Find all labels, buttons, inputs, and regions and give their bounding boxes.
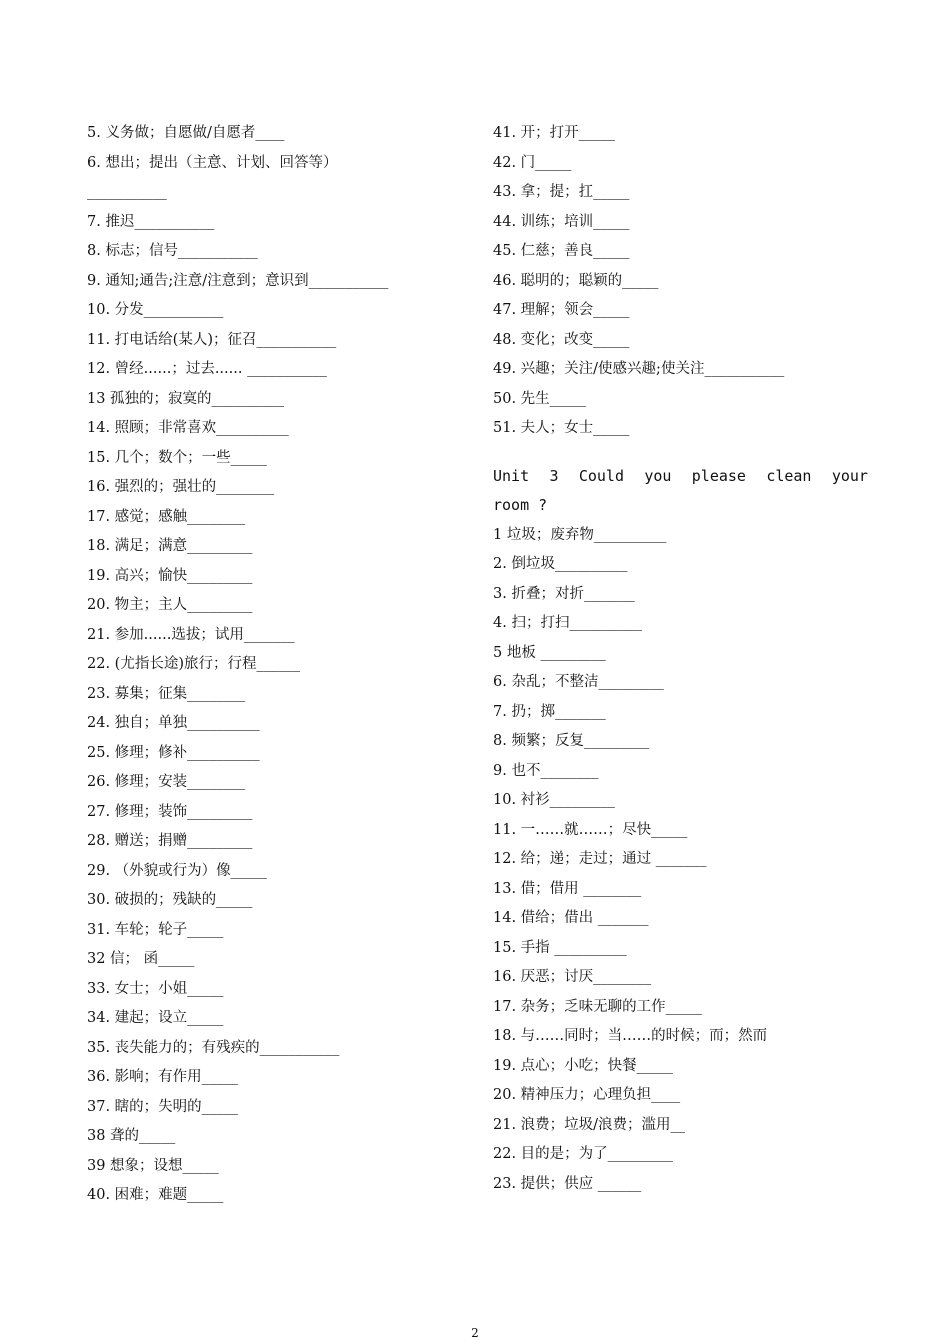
unit-heading-word: clean: [766, 466, 812, 485]
vocab-item: 21. 参加......选拔；试用_______: [87, 626, 295, 643]
vocab-item: 44. 训练；培训_____: [493, 213, 630, 230]
right-column-bottom-list: [493, 521, 868, 1200]
vocab-item: 11. 一……就……；尽快_____: [493, 821, 688, 838]
vocab-item: 43. 拿；提；扛_____: [493, 184, 630, 200]
unit-heading-word: please: [691, 466, 746, 485]
vocab-item: 45. 仁慈；善良_____: [493, 243, 630, 259]
vocab-item: 24. 独自；单独__________: [87, 715, 260, 731]
vocab-item: 42. 门_____: [493, 154, 572, 171]
vocab-item: 20. 物主；主人_________: [87, 597, 253, 613]
vocab-item: 4. 扫；打扫__________: [493, 615, 642, 631]
vocab-item: 13 孤独的；寂寞的__________: [87, 390, 285, 407]
vocab-item: 36. 影响；有作用_____: [87, 1069, 238, 1085]
vocab-item: 22. 目的是；为了_________: [493, 1146, 673, 1162]
vocab-item: 19. 高兴；愉快_________: [87, 567, 253, 584]
vocab-item: 30. 破损的；残缺的_____: [87, 892, 253, 908]
vocab-item: 29. （外貌或行为）像_____: [87, 862, 267, 879]
vocab-item: 21. 浪费；垃圾/浪费；滥用__: [493, 1116, 686, 1133]
vocab-item: 40. 困难；难题_____: [87, 1187, 224, 1203]
vocab-item: 28. 赠送；捐赠_________: [87, 833, 253, 849]
vocab-item: 8. 标志；信号___________: [87, 243, 258, 259]
vocab-item: 10. 衬衫_________: [493, 792, 615, 808]
vocab-item: 18. 满足；满意_________: [87, 538, 253, 554]
vocab-item: 20. 精神压力；心理负担____: [493, 1087, 681, 1103]
vocab-item: 17. 杂务；乏味无聊的工作_____: [493, 998, 702, 1015]
vocab-item: 16. 强烈的；强壮的________: [87, 479, 275, 495]
vocab-item: 23. 募集；征集________: [87, 685, 246, 702]
vocab-item: 51. 夫人；女士_____: [493, 420, 630, 436]
unit-heading-word: 3: [549, 466, 559, 485]
vocab-item: 33. 女士；小姐_____: [87, 980, 224, 997]
unit-heading-word: Unit: [493, 466, 530, 485]
vocab-item: 9. 也不________: [493, 762, 599, 779]
vocab-item: 14. 照顾；非常喜欢__________: [87, 420, 289, 436]
left-column: [87, 119, 447, 1211]
vocab-item: 35. 丧失能力的；有残疾的___________: [87, 1039, 340, 1056]
vocab-item: 18. 与……同时；当……的时候；而；然而: [493, 1028, 768, 1044]
vocab-item: 17. 感觉；感触________: [87, 508, 246, 525]
vocab-item: 48. 变化；改变_____: [493, 331, 630, 348]
vocab-item: 11. 打电话给(某人)；征召___________: [87, 331, 337, 348]
right-column-top-list: [493, 119, 868, 444]
vocab-item: 49. 兴趣；关注/使感兴趣;使关注___________: [493, 361, 785, 377]
vocab-item: 7. 推迟___________: [87, 213, 215, 230]
vocab-item: 47. 理解；领会_____: [493, 302, 630, 318]
unit-heading-word: you: [644, 466, 672, 485]
vocab-item: 12. 曾经......；过去...... ___________: [87, 361, 327, 377]
vocab-item: 7. 扔；掷_______: [493, 703, 606, 720]
vocab-item: 34. 建起；设立_____: [87, 1010, 224, 1026]
vocab-item: 9. 通知;通告;注意/注意到；意识到___________: [87, 272, 389, 289]
vocab-item: 37. 瞎的；失明的_____: [87, 1098, 238, 1115]
vocab-item: 5. 义务做；自愿做/自愿者____: [87, 125, 285, 141]
vocab-item: 31. 车轮；轮子_____: [87, 921, 224, 938]
vocab-item: 38 聋的_____: [87, 1128, 176, 1144]
vocab-item: 14. 借给；借出 _______: [493, 910, 649, 926]
vocab-item: 13. 借；借用 ________: [493, 880, 642, 897]
unit-heading: [493, 462, 868, 492]
vocab-item: 23. 提供；供应 ______: [493, 1175, 642, 1192]
section-gap: [493, 444, 868, 462]
vocab-item: 16. 厌恶；讨厌________: [493, 969, 652, 985]
vocab-item: 1 垃圾；废弃物__________: [493, 526, 667, 543]
vocab-item: 46. 聪明的；聪颖的_____: [493, 272, 659, 289]
vocab-item: 12. 给；递；走过；通过 _______: [493, 851, 707, 867]
vocab-item: 25. 修理；修补__________: [87, 744, 260, 761]
vocab-item: 41. 开；打开_____: [493, 125, 615, 141]
unit-heading-word: your: [831, 466, 868, 485]
vocab-item: 22. (尤指长途)旅行；行程______: [87, 656, 300, 672]
unit-heading-line2: room ?: [493, 496, 548, 514]
vocab-item: 8. 频繁；反复_________: [493, 733, 650, 749]
vocab-item: 27. 修理；装饰_________: [87, 803, 253, 820]
vocab-item: 39 想象；设想_____: [87, 1157, 219, 1174]
vocab-item: 15. 几个；数个；一些_____: [87, 449, 267, 466]
vocab-item: 5 地板 _________: [493, 644, 606, 661]
right-column: [493, 119, 868, 1199]
vocab-item: 15. 手指 __________: [493, 939, 627, 956]
vocab-item: 6. 杂乱；不整洁_________: [493, 674, 664, 690]
vocab-item: 26. 修理；安装________: [87, 774, 246, 790]
vocab-item: 50. 先生_____: [493, 390, 586, 407]
vocab-item: 3. 折叠；对折_______: [493, 585, 635, 602]
vocab-item: ___________: [87, 184, 167, 200]
vocab-item: 6. 想出；提出（主意、计划、回答等）: [87, 154, 338, 171]
page-number: 2: [471, 1326, 479, 1340]
vocab-item: 2. 倒垃圾__________: [493, 556, 628, 572]
vocab-item: 32 信； 函_____: [87, 951, 195, 967]
unit-heading-word: Could: [578, 466, 624, 485]
vocab-item: 19. 点心；小吃；快餐_____: [493, 1057, 673, 1074]
vocab-item: 10. 分发___________: [87, 302, 224, 318]
